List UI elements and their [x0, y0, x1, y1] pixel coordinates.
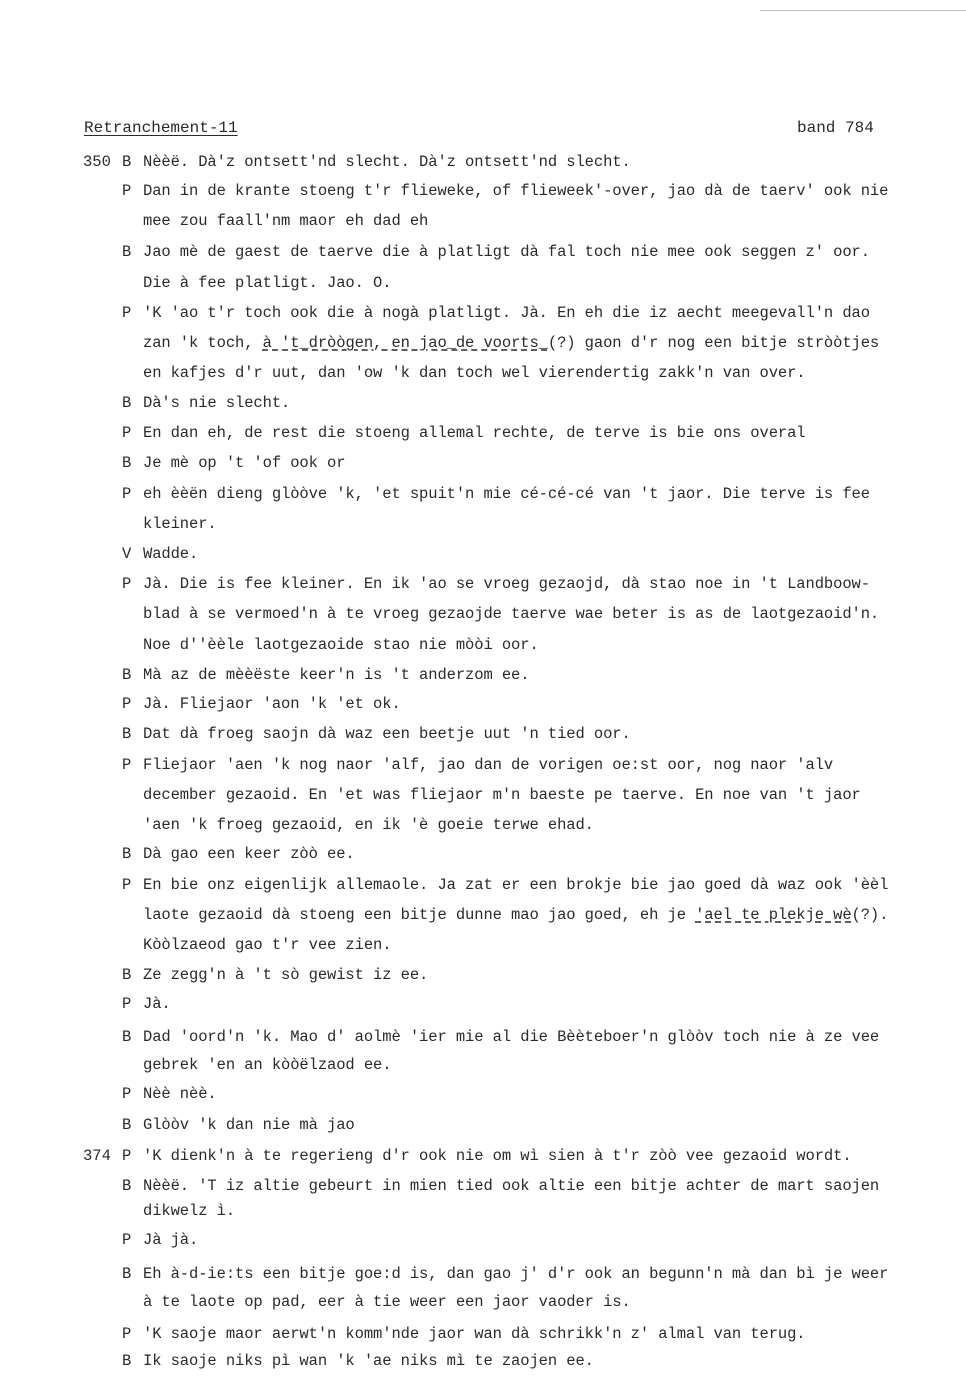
line-text: en kafjes d'r uut, dan 'ow 'k dan toch wel vierendertig zakk'n van over. — [143, 364, 806, 382]
line-text: Dà's nie slecht. — [143, 394, 291, 412]
transcript-line — [143, 1351, 594, 1371]
speaker-label: V — [122, 545, 132, 563]
line-text: zan 'k toch, — [143, 334, 263, 352]
speaker-label: B — [122, 1028, 132, 1046]
line-text: 'aen 'k froeg gezaoid, en ik 'è goeie terwe ehad. — [143, 816, 594, 834]
band-number: band 784 — [797, 119, 874, 137]
transcript-line — [143, 935, 391, 955]
line-number: 350 — [83, 153, 111, 171]
transcript-line — [143, 1027, 879, 1047]
line-text: Dan in de krante stoeng t'r flieweke, of flieweek'-over, jao dà de taerv' ook nie — [143, 182, 889, 200]
line-text: En dan eh, de rest die stoeng allemal rechte, de terve is bie ons overal — [143, 424, 806, 442]
underlined-uncertain-text: 'ael te plekje wè — [695, 906, 852, 924]
speaker-label: B — [122, 1352, 132, 1370]
speaker-label: P — [122, 1231, 132, 1249]
transcript-line — [143, 544, 198, 564]
line-text: dikwelz ì. — [143, 1202, 236, 1220]
speaker-label: P — [122, 575, 132, 593]
transcript-line — [143, 604, 879, 624]
transcript-line — [143, 1176, 879, 1196]
line-text: kleiner. — [143, 515, 217, 533]
line-text: Nèè nèè. — [143, 1085, 217, 1103]
transcript-line — [143, 1084, 217, 1104]
speaker-label: P — [122, 182, 132, 200]
speaker-label: B — [122, 394, 132, 412]
transcript-line — [143, 724, 631, 744]
transcript-line — [143, 694, 401, 714]
line-text: Jao mè de gaest de taerve die à platligt dà fal toch nie mee ook seggen z' oor. — [143, 243, 870, 261]
underlined-uncertain-text: à 't_dròògen, en jao_de voorts_ — [262, 334, 548, 352]
speaker-label: B — [122, 666, 132, 684]
speaker-label: B — [122, 1177, 132, 1195]
speaker-label: B — [122, 153, 132, 171]
line-text: Jà. — [143, 995, 171, 1013]
transcript-line — [143, 453, 345, 473]
line-text: (?) gaon d'r nog een bitje stròòtjes — [547, 334, 880, 352]
line-text: Jà jà. — [143, 1231, 199, 1249]
transcript-line — [143, 1324, 806, 1344]
speaker-label: B — [122, 243, 132, 261]
transcript-line — [143, 181, 888, 201]
line-text: Jà. Fliejaor 'aon 'k 'et ok. — [143, 695, 401, 713]
speaker-label: P — [122, 695, 132, 713]
line-text: Nèèë. Dà'z ontsett'nd slecht. Dà'z ontsett'nd slecht. — [143, 153, 631, 171]
line-text: (?). — [851, 906, 889, 924]
transcript-line — [143, 303, 870, 323]
line-text: Kòòlzaeod gao t'r vee zien. — [143, 936, 392, 954]
transcript-line — [143, 363, 806, 383]
transcript-line — [143, 1201, 235, 1221]
transcript-line — [143, 844, 355, 864]
speaker-label: B — [122, 966, 132, 984]
line-text: 'K saoje maor aerwt'n komm'nde jaor wan dà schrikk'n z' almal van terug. — [143, 1325, 806, 1343]
transcript-line — [143, 333, 879, 353]
transcript-line — [143, 242, 870, 262]
line-text: eh èèën dieng glòòve 'k, 'et spuit'n mie cé-cé-cé van 't jaor. Die terve is fee — [143, 485, 870, 503]
speaker-label: B — [122, 845, 132, 863]
transcript-line — [143, 152, 631, 172]
speaker-label: P — [122, 1147, 132, 1165]
transcript-line — [143, 273, 391, 293]
line-text: december gezaoid. En 'et was fliejaor m'n baeste pe taerve. En noe van 't jaor — [143, 786, 861, 804]
line-text: blad à se vermoed'n à te vroeg gezaojde taerve wae beter is as de laotgezaoid'n. — [143, 605, 880, 623]
document-title: Retranchement-11 — [84, 119, 238, 137]
transcript-line — [143, 423, 806, 443]
speaker-label: P — [122, 424, 132, 442]
transcript-line — [143, 514, 217, 534]
transcript-line — [143, 635, 539, 655]
scan-edge-line — [760, 10, 966, 11]
transcript-line — [143, 755, 833, 775]
speaker-label: P — [122, 756, 132, 774]
speaker-label: P — [122, 485, 132, 503]
transcript-line — [143, 815, 594, 835]
line-text: En bie onz eigenlijk allemaole. Ja zat er een brokje bie jao goed dà waz ook 'èèl — [143, 876, 889, 894]
line-text: gebrek 'en an kòòëlzaod ee. — [143, 1056, 392, 1074]
line-text: Fliejaor 'aen 'k nog naor 'alf, jao dan de vorigen oe:st oor, nog naor 'alv — [143, 756, 834, 774]
transcript-line — [143, 1264, 888, 1284]
speaker-label: P — [122, 304, 132, 322]
transcript-line — [143, 785, 861, 805]
line-text: à te laote op pad, eer à tie weer een jaor vaoder is. — [143, 1293, 631, 1311]
transcript-line — [143, 574, 870, 594]
speaker-label: P — [122, 876, 132, 894]
transcript-line — [143, 875, 888, 895]
speaker-label: P — [122, 1085, 132, 1103]
line-text: Dad 'oord'n 'k. Mao d' aolmè 'ier mie al die Bèèteboer'n glòòv toch nie à ze vee — [143, 1028, 880, 1046]
transcript-line — [143, 994, 171, 1014]
transcript-line — [143, 1115, 355, 1135]
speaker-label: P — [122, 995, 132, 1013]
speaker-label: B — [122, 1265, 132, 1283]
transcript-line — [143, 484, 870, 504]
line-text: Wadde. — [143, 545, 199, 563]
speaker-label: B — [122, 725, 132, 743]
speaker-label: B — [122, 454, 132, 472]
transcript-line — [143, 905, 888, 925]
transcript-line — [143, 393, 290, 413]
line-number: 374 — [83, 1147, 111, 1165]
line-text: Nèèë. 'T iz altie gebeurt in mien tied ook altie een bitje achter de mart saojen — [143, 1177, 880, 1195]
line-text: Noe d''èèle laotgezaoide stao nie mòòi oor. — [143, 636, 539, 654]
speaker-label: B — [122, 1116, 132, 1134]
line-text: Jà. Die is fee kleiner. En ik 'ao se vroeg gezaojd, dà stao noe in 't Landboow- — [143, 575, 870, 593]
line-text: Dat dà froeg saojn dà waz een beetje uut 'n tied oor. — [143, 725, 631, 743]
transcript-line — [143, 1146, 852, 1166]
line-text: 'K 'ao t'r toch ook die à nogà platligt. Jà. En eh die iz aecht meegevall'n dao — [143, 304, 870, 322]
line-text: Ik saoje niks pì wan 'k 'ae niks mì te zaojen ee. — [143, 1352, 594, 1370]
speaker-label: P — [122, 1325, 132, 1343]
line-text: Die à fee platligt. Jao. O. — [143, 274, 392, 292]
transcript-line — [143, 965, 428, 985]
line-text: Ze zegg'n à 't sò gewist iz ee. — [143, 966, 429, 984]
transcript-line — [143, 1055, 391, 1075]
line-text: laote gezaoid dà stoeng een bitje dunne mao jao goed, eh je — [143, 906, 696, 924]
line-text: Mà az de mèèëste keer'n is 't anderzom ee. — [143, 666, 530, 684]
line-text: Je mè op 't 'of ook or — [143, 454, 346, 472]
transcript-line — [143, 1292, 631, 1312]
line-text: Glòòv 'k dan nie mà jao — [143, 1116, 355, 1134]
line-text: Dà gao een keer zòò ee. — [143, 845, 355, 863]
transcript-line — [143, 1230, 198, 1250]
transcript-line — [143, 665, 529, 685]
line-text: Eh à-d-ie:ts een bitje goe:d is, dan gao j' d'r ook an begunn'n mà dan bì je weer — [143, 1265, 889, 1283]
line-text: mee zou faall'nm maor eh dad eh — [143, 212, 429, 230]
line-text: 'K dienk'n à te regerieng d'r ook nie om wì sien à t'r zòò vee gezaoid wordt. — [143, 1147, 852, 1165]
transcript-line — [143, 211, 428, 231]
